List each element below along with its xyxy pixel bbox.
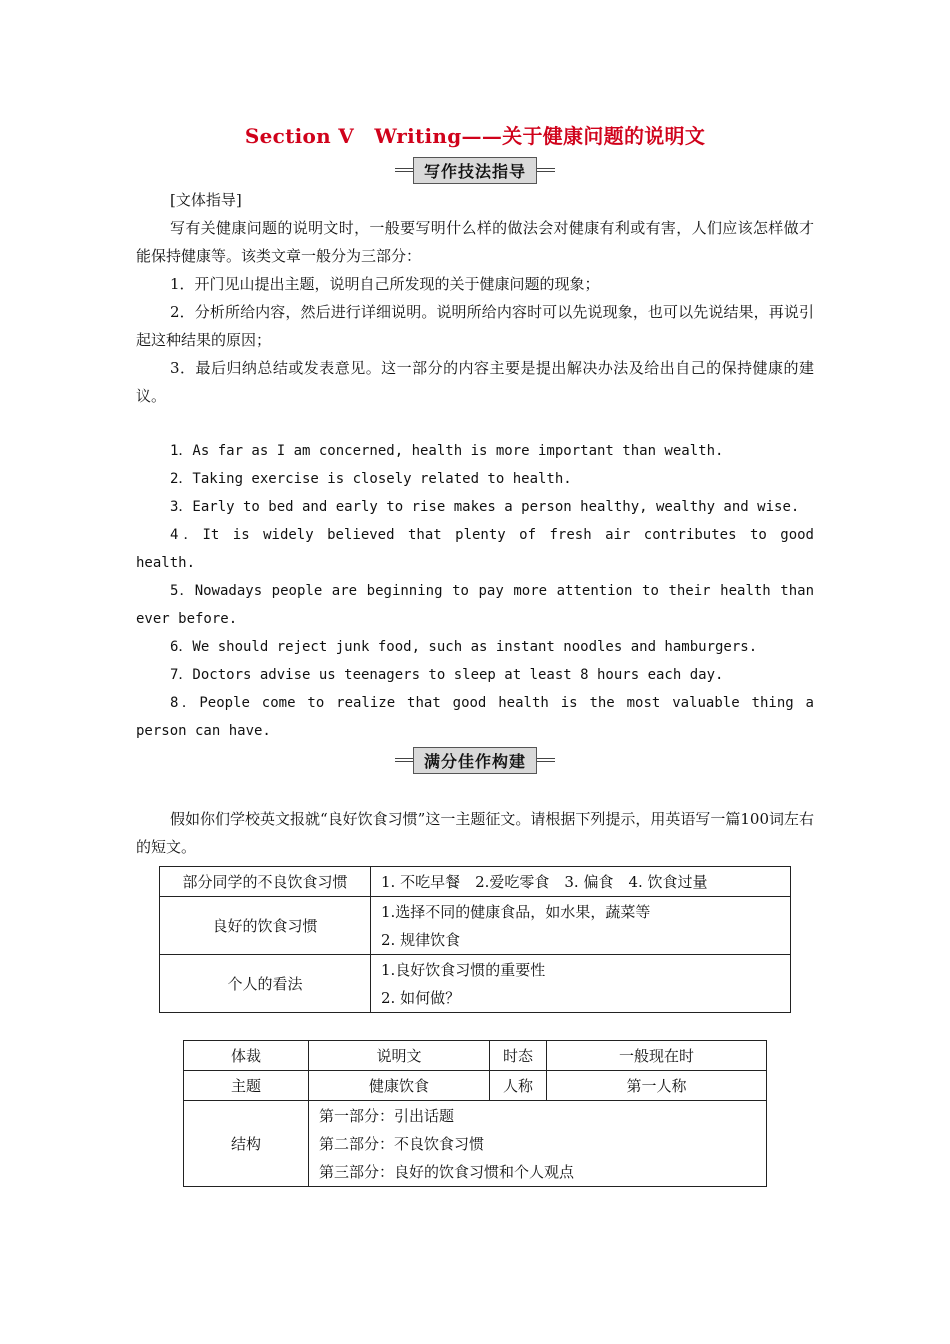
table-cell-line: 2. 规律饮食: [381, 930, 461, 949]
sentence-item: 4．It is widely believed that plenty of fresh air contributes to good health.: [136, 527, 814, 571]
useful-sentences: [136, 437, 814, 745]
banner-label: 满分佳作构建: [413, 747, 537, 774]
sentence-item: 3．Early to bed and early to rise makes a person healthy, wealthy and wise.: [170, 499, 800, 515]
guide-label: [文体指导]: [170, 191, 242, 209]
table-cell-line: 1.良好饮食习惯的重要性: [381, 960, 546, 979]
section-banner-writing-skills: [0, 158, 950, 182]
table-cell: [309, 1101, 767, 1187]
table-cell: [371, 955, 791, 1013]
table-cell: 体裁: [184, 1041, 309, 1071]
table-cell: 第一人称: [547, 1071, 767, 1101]
structure-part: 第二部分：不良饮食习惯: [319, 1134, 485, 1153]
sentence-item: 6．We should reject junk food, such as instant noodles and hamburgers.: [170, 639, 758, 655]
table-cell: 一般现在时: [547, 1041, 767, 1071]
guide-point: 3．最后归纳总结或发表意见。这一部分的内容主要是提出解决办法及给出自己的保持健康的建议。: [136, 359, 814, 405]
table-cell: 个人的看法: [160, 955, 371, 1013]
table-cell: 良好的饮食习惯: [160, 897, 371, 955]
guide-point: 2．分析所给内容，然后进行详细说明。说明所给内容时可以先说现象，也可以先说结果，再说引起这种结果的原因；: [136, 303, 814, 349]
structure-part: 第三部分：良好的饮食习惯和个人观点: [319, 1162, 575, 1181]
sentence-item: 5．Nowadays people are beginning to pay more attention to their health than ever before.: [136, 583, 814, 627]
task-prompt: [136, 805, 814, 861]
task-prompt-text: 假如你们学校英文报就“良好饮食习惯”这一主题征文。请根据下列提示，用英语写一篇100词左右的短文。: [136, 810, 814, 856]
table-cell-line: 1.选择不同的健康食品，如水果，蔬菜等: [381, 902, 651, 921]
writing-guide: [136, 186, 814, 410]
prompt-table: [159, 866, 791, 1013]
table-cell: [371, 897, 791, 955]
page-title: Section Ⅴ Writing——关于健康问题的说明文: [244, 124, 706, 148]
table-cell: 人称: [490, 1071, 547, 1101]
table-cell: 1. 不吃早餐 2.爱吃零食 3. 偏食 4. 饮食过量: [371, 867, 791, 897]
sentence-item: 2．Taking exercise is closely related to health.: [170, 471, 572, 487]
table-cell: 说明文: [309, 1041, 490, 1071]
table-cell: 时态: [490, 1041, 547, 1071]
guide-point: 1．开门见山提出主题，说明自己所发现的关于健康问题的现象；: [170, 275, 600, 293]
table-cell: 部分同学的不良饮食习惯: [160, 867, 371, 897]
banner-label: 写作技法指导: [413, 157, 537, 184]
sentence-item: 7．Doctors advise us teenagers to sleep at least 8 hours each day.: [170, 667, 724, 683]
table-cell-line: 2. 如何做？: [381, 988, 461, 1007]
structure-part: 第一部分：引出话题: [319, 1106, 455, 1125]
table-cell: 健康饮食: [309, 1071, 490, 1101]
analysis-table: [183, 1040, 767, 1187]
sentence-item: 1．As far as I am concerned, health is more important than wealth.: [170, 443, 724, 459]
sentence-item: 8．People come to realize that good health is the most valuable thing a person can have.: [136, 695, 814, 739]
section-banner-model-essay: [0, 748, 950, 772]
table-cell: 主题: [184, 1071, 309, 1101]
table-cell: 结构: [184, 1101, 309, 1187]
guide-intro: 写有关健康问题的说明文时，一般要写明什么样的做法会对健康有利或有害，人们应该怎样做才能保持健康等。该类文章一般分为三部分：: [136, 219, 814, 265]
